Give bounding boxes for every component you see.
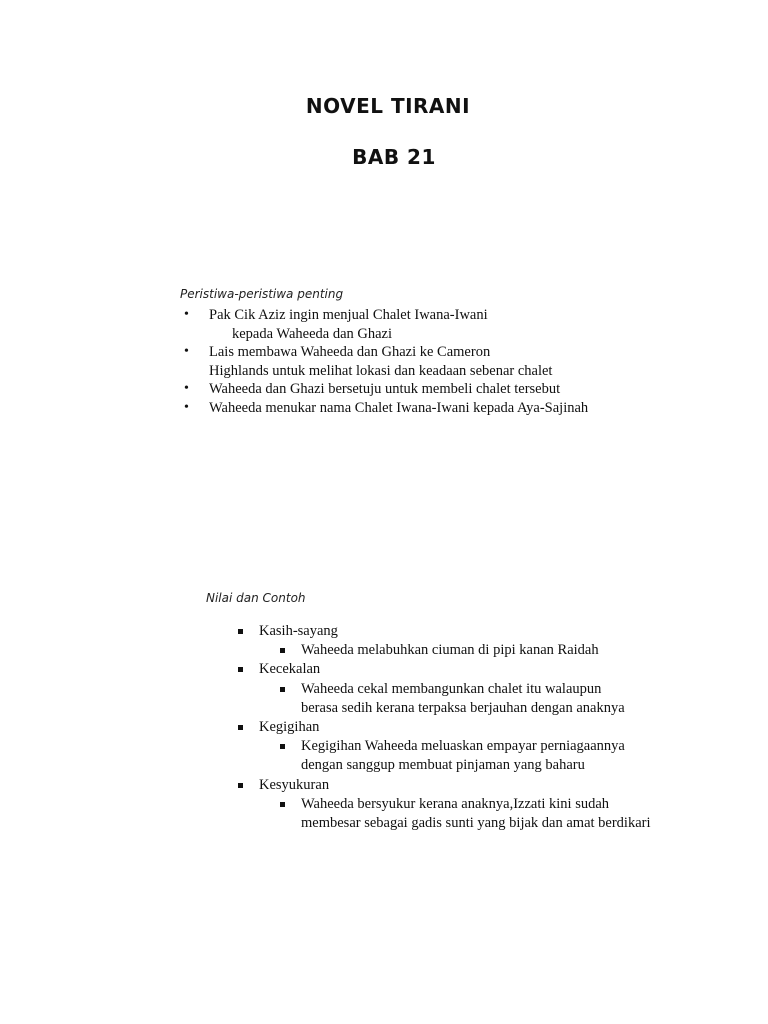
square-bullet-icon bbox=[280, 687, 285, 692]
square-bullet-icon bbox=[238, 783, 243, 788]
example-text: dengan sanggup membuat pinjaman yang baharu bbox=[301, 757, 585, 774]
value-label: Kasih-sayang bbox=[259, 623, 338, 639]
list-item-text: Waheeda menukar nama Chalet Iwana-Iwani kepada Aya-Sajinah bbox=[209, 399, 589, 416]
value-item bbox=[232, 660, 732, 718]
values-heading: Nilai dan Contoh bbox=[206, 591, 306, 605]
list-item-text: Highlands untuk melihat lokasi dan keadaan sebenar chalet bbox=[209, 362, 553, 379]
events-list bbox=[180, 306, 700, 417]
value-item bbox=[232, 718, 732, 776]
values-list bbox=[232, 622, 732, 833]
example-text: berasa sedih kerana terpaksa berjauhan dengan anaknya bbox=[301, 699, 625, 716]
value-label: Kecekalan bbox=[259, 661, 321, 678]
value-item bbox=[232, 776, 732, 834]
list-item bbox=[180, 306, 700, 343]
example-text: Waheeda bersyukur kerana anaknya,Izzati kini sudah bbox=[301, 795, 610, 812]
value-label: Kesyukuran bbox=[259, 776, 330, 793]
example-list bbox=[259, 737, 732, 775]
square-bullet-icon bbox=[238, 725, 243, 730]
square-bullet-icon bbox=[238, 667, 243, 672]
value-label: Kegigihan bbox=[259, 719, 320, 736]
example-text: Kegigihan Waheeda meluaskan empayar perniagaannya bbox=[301, 738, 625, 755]
square-bullet-icon bbox=[238, 629, 243, 634]
square-bullet-icon bbox=[280, 802, 285, 807]
list-item-text: Waheeda dan Ghazi bersetuju untuk membeli chalet tersebut bbox=[209, 381, 561, 397]
example-list bbox=[259, 680, 732, 718]
bullet-icon: • bbox=[184, 399, 189, 415]
list-item-text: Lais membawa Waheeda dan Ghazi ke Cameron bbox=[209, 344, 491, 360]
example-item bbox=[259, 680, 732, 718]
list-item bbox=[180, 343, 700, 380]
example-list bbox=[259, 795, 732, 833]
example-item bbox=[259, 641, 732, 660]
example-item bbox=[259, 795, 732, 833]
list-item bbox=[180, 380, 700, 399]
example-item bbox=[259, 737, 732, 775]
example-list bbox=[259, 641, 732, 660]
example-text: Waheeda cekal membangunkan chalet itu walaupun bbox=[301, 680, 602, 697]
example-text: membesar sebagai gadis sunti yang bijak dan amat berdikari bbox=[301, 815, 651, 832]
square-bullet-icon bbox=[280, 648, 285, 653]
bullet-icon: • bbox=[184, 381, 189, 396]
list-item-text: Pak Cik Aziz ingin menjual Chalet Iwana-Iwani bbox=[209, 307, 488, 323]
example-text: Waheeda melabuhkan ciuman di pipi kanan Raidah bbox=[301, 642, 599, 659]
list-item bbox=[180, 399, 700, 418]
chapter-title: BAB 21 bbox=[352, 145, 436, 169]
bullet-icon: • bbox=[184, 307, 189, 322]
list-item-text: kepada Waheeda dan Ghazi bbox=[232, 325, 392, 342]
square-bullet-icon bbox=[280, 744, 285, 749]
events-heading: Peristiwa-peristiwa penting bbox=[180, 287, 344, 301]
value-item bbox=[232, 622, 732, 660]
document-title: NOVEL TIRANI bbox=[305, 94, 471, 118]
bullet-icon: • bbox=[184, 344, 189, 359]
